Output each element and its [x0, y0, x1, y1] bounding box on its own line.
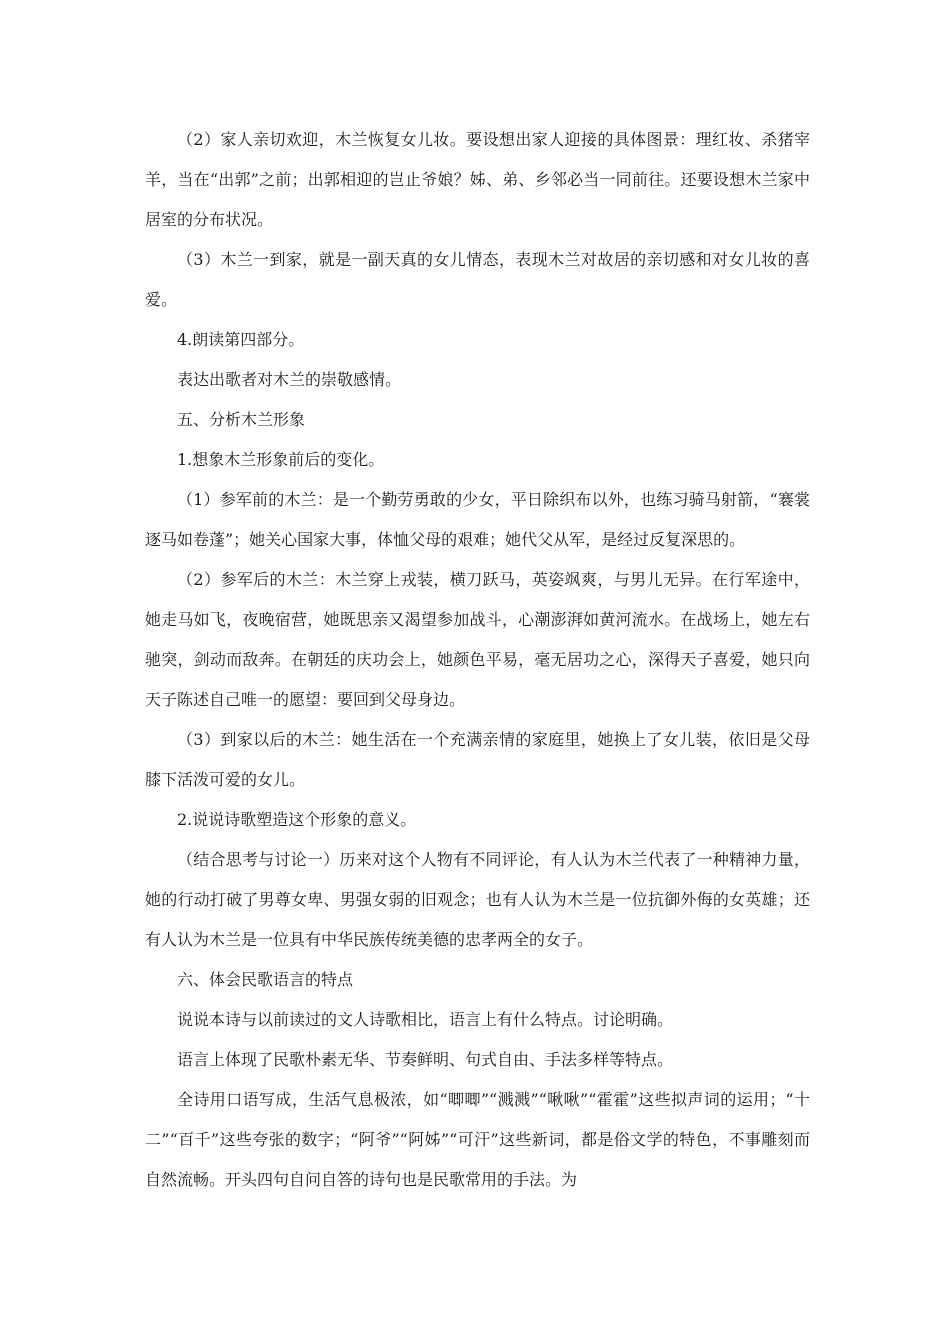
paragraph-language-features: 语言上体现了民歌朴素无华、节奏鲜明、句式自由、手法多样等特点。 [177, 1050, 674, 1069]
paragraph-after-army: （2）参军后的木兰：木兰穿上戎装，横刀跃马，英姿飒爽，与男儿无异。在行军途中，她走马如飞，夜晚宿营，她既思亲又渴望参加战斗，心潮澎湃如黄河流水。在战场上，她左右驰突，剑动而敌奔。在朝廷的庆功会上，她颜色平易，毫无居功之心，深得天子喜爱，她只向天子陈述自己唯一的愿望：要回到父母身边。 [145, 570, 810, 709]
paragraph-after-return: （3）到家以后的木兰：她生活在一个充满亲情的家庭里，她换上了女儿装，依旧是父母膝下活泼可爱的女儿。 [145, 730, 810, 789]
paragraph-innocent-daughter: （3）木兰一到家，就是一副天真的女儿情态，表现木兰对故居的亲切感和对女儿妆的喜爱。 [145, 250, 810, 309]
section-heading-analyze-mulan: 五、分析木兰形象 [177, 410, 306, 429]
paragraph-admiration: 表达出歌者对木兰的崇敬感情。 [177, 370, 402, 389]
subheading-meaning: 2.说说诗歌塑造这个形象的意义。 [177, 810, 417, 829]
paragraph-colloquial-language: 全诗用口语写成，生活气息极浓，如“唧唧”“溅溅”“啾啾”“霍霍”这些拟声词的运用；“十二”“百千”这些夸张的数字；“阿爷”“阿姊”“可汗”这些新词，都是俗文学的特色，不事雕刻而自然流畅。开头四句自问自答的诗句也是民歌常用的手法。为 [145, 1090, 810, 1189]
paragraph-family-welcome: （2）家人亲切欢迎，木兰恢复女儿妆。要设想出家人迎接的具体图景：理红妆、杀猪宰羊，当在“出郭”之前；出郭相迎的岂止爷娘？姊、弟、乡邻必当一同前往。还要设想木兰家中居室的分布状况。 [145, 130, 810, 229]
paragraph-read-part-four: 4.朗读第四部分。 [177, 330, 305, 349]
paragraph-discussion-prompt: 说说本诗与以前读过的文人诗歌相比，语言上有什么特点。讨论明确。 [177, 1010, 674, 1029]
paragraph-comments: （结合思考与讨论一）历来对这个人物有不同评论，有人认为木兰代表了一种精神力量，她的行动打破了男尊女卑、男强女弱的旧观念；也有人认为木兰是一位抗御外侮的女英雄；还有人认为木兰是一位具有中华民族传统美德的忠孝两全的女子。 [145, 850, 810, 949]
section-heading-folk-language: 六、体会民歌语言的特点 [177, 970, 354, 989]
subheading-imagine-changes: 1.想象木兰形象前后的变化。 [177, 450, 385, 469]
paragraph-before-army: （1）参军前的木兰：是一个勤劳勇敢的少女，平日除织布以外，也练习骑马射箭，“褰裳逐马如卷蓬”；她关心国家大事，体恤父母的艰难；她代父从军，是经过反复深思的。 [145, 490, 810, 549]
document-body [145, 120, 810, 1200]
